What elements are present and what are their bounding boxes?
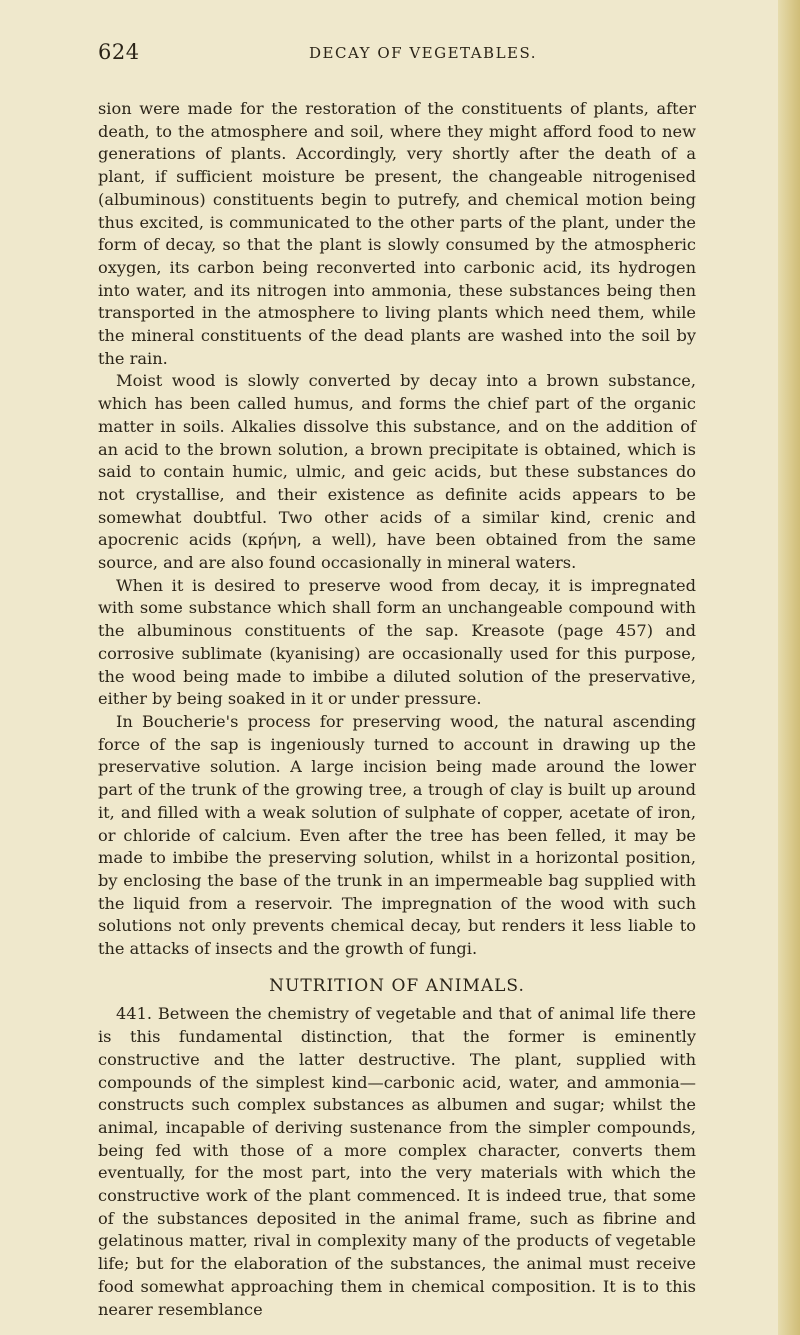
paragraph: Moist wood is slowly converted by decay into a brown substance, which has been called humus, and forms the chief part of the organic matter in soils. Alkalies dissolve this substance, and on the addition of an acid to the brown solution, a brown precipitate is obtained, which is said to contain humic, ulmic, and geic acids, but these substances do not crystallise, and their existence as definite acids appears to be somewhat doubtful. Two other acids of a similar kind, crenic and apocrenic acids (κρήνη, a well), have been obtained from the same source, and are also found occasionally in mineral waters.: [98, 371, 696, 573]
page-header: [98, 40, 708, 68]
paragraph: In Boucherie's process for preserving wood, the natural ascending force of the sap is ingeniously turned to account in drawing up the preservative solution. A large incision being made around the lower part of the trunk of the growing tree, a trough of clay is built up around it, and filled with a weak solution of sulphate of copper, acetate of iron, or chloride of calcium. Even after the tree has been felled, it may be made to imbibe the preserving solution, whilst in a horizontal position, by enclosing the base of the trunk in an impermeable bag supplied with the liquid from a reservoir. The impregnation of the wood with such solutions not only prevents chemical decay, but renders it less liable to the attacks of insects and the growth of fungi.: [98, 711, 696, 959]
paragraph: 441. Between the chemistry of vegetable and that of animal life there is this fundamental distinction, that the former is eminently constructive and the latter destructive. The plant, supplied with compounds of the simplest kind—carbonic acid, water, and ammonia—constructs such complex substances as albumen and sugar; whilst the animal, incapable of deriving sustenance from the simpler compounds, being fed with those of a more complex character, converts them eventually, for the most part, into the very materials with which the constructive work of the plant commenced. It is indeed true, that some of the substances deposited in the animal frame, such as fibrine and gelatinous matter, rival in complexity many of the products of vegetable life; but for the elaboration of the substances, the animal must receive food somewhat approaching them in chemical composition. It is to this nearer resemblance: [98, 1004, 696, 1319]
paragraph: sion were made for the restoration of the constituents of plants, after death, to the atmosphere and soil, where they might afford food to new generations of plants. Accordingly, very shortly after the death of a plant, if sufficient moisture be present, the changeable nitrogenised (albuminous) constituents begin to putrefy, and chemical motion being thus excited, is communicated to the other parts of the plant, under the form of decay, so that the plant is slowly consumed by the atmospheric oxygen, its carbon being reconverted into carbonic acid, its hydrogen into water, and its nitrogen into ammonia, these substances being then transported in the atmosphere to living plants which need them, while the mineral constituents of the dead plants are washed into the soil by the rain.: [98, 99, 696, 368]
running-head: DECAY OF VEGETABLES.: [309, 44, 537, 62]
body-text: [98, 98, 696, 1321]
paragraph: When it is desired to preserve wood from decay, it is impregnated with some substance which shall form an unchangeable compound with the albuminous constituents of the sap. Kreasote (page 457) and corrosive sublimate (kyanising) are occasionally used for this purpose, the wood being made to imbibe a diluted solution of the preservative, either by being soaked in it or under pressure.: [98, 575, 696, 709]
page-edge: [778, 0, 800, 1335]
section-heading: NUTRITION OF ANIMALS.: [269, 975, 525, 996]
page-number: 624: [98, 40, 140, 64]
